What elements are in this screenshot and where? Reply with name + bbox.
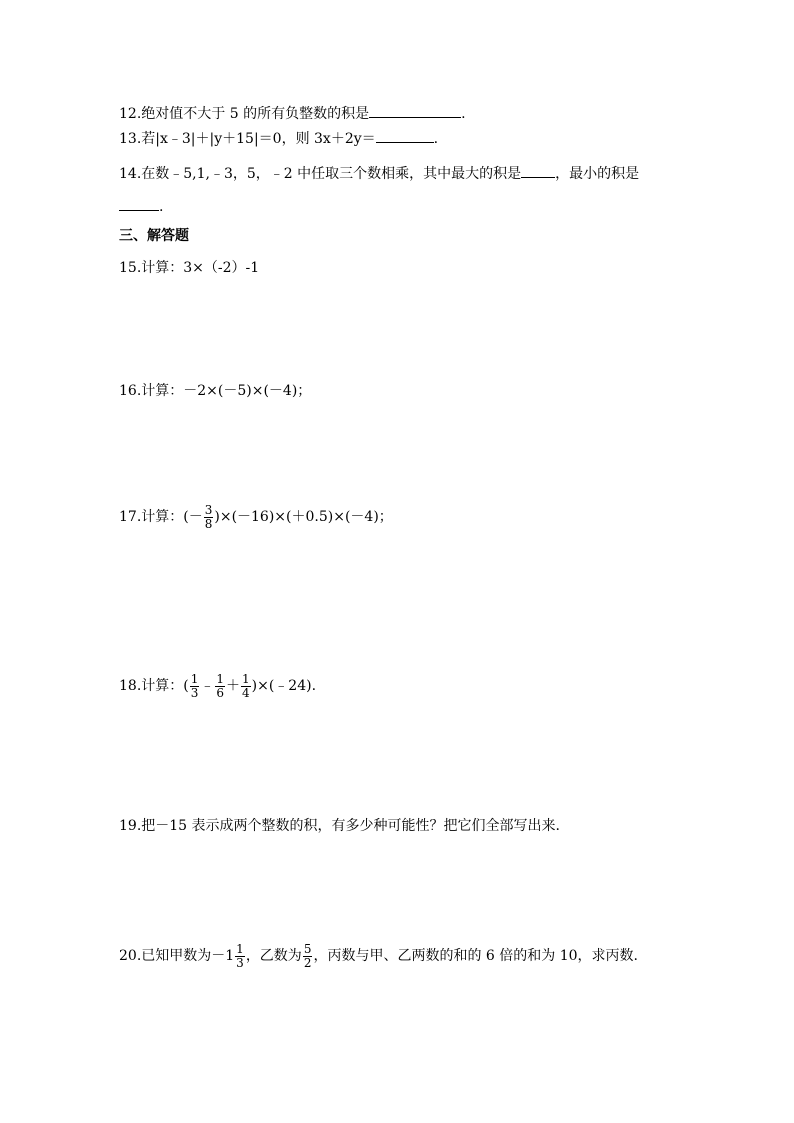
question-20-prefix: 20.已知甲数为－1: [119, 948, 235, 964]
numerator: 3: [204, 502, 213, 517]
denominator: 3: [190, 685, 199, 700]
question-14-mid: ，最小的积是: [555, 166, 640, 182]
question-17-prefix: 17.计算：(－: [119, 509, 203, 525]
question-19: 19.把－15 表示成两个整数的积，有多少种可能性？把它们全部写出来.: [119, 818, 560, 834]
numerator: 1: [190, 671, 199, 686]
question-14: [119, 163, 639, 183]
answer-blank[interactable]: [369, 103, 461, 118]
question-14-end: .: [159, 199, 164, 215]
question-20-mid: ，乙数为: [245, 948, 302, 964]
question-17-suffix: )×(－16)×(＋0.5)×(－4)；: [214, 509, 393, 525]
operator-plus: ＋: [226, 678, 241, 694]
question-18-prefix: 18.计算：(: [119, 678, 189, 694]
question-12: [119, 103, 466, 123]
question-14-continued: [119, 196, 163, 216]
denominator: 4: [242, 685, 250, 700]
fraction-1-3: [190, 673, 200, 700]
question-16: 16.计算：－2×(－5)×(－4)；: [119, 383, 312, 399]
question-13-text: 13.若|x﹣3|＋|y＋15|＝0，则 3x＋2y＝: [119, 131, 376, 147]
numerator: 1: [216, 671, 225, 686]
denominator: 3: [236, 955, 244, 970]
question-12-text: 12.绝对值不大于 5 的所有负整数的积是: [119, 106, 370, 122]
question-15: 15.计算：3×（-2）-1: [119, 260, 260, 276]
numerator: 5: [303, 941, 312, 956]
answer-blank-max[interactable]: [521, 163, 555, 178]
fraction-1-3: [235, 943, 245, 970]
question-17: [119, 503, 393, 531]
numerator: 1: [242, 671, 250, 686]
answer-blank-min[interactable]: [119, 196, 159, 211]
answer-blank[interactable]: [376, 128, 434, 143]
denominator: 2: [303, 955, 312, 970]
fraction-5-2: [303, 943, 313, 970]
question-13-end: .: [433, 131, 439, 147]
fraction-1-4: [241, 673, 251, 700]
operator-minus: ﹣: [200, 678, 215, 694]
fraction-1-6: [215, 673, 225, 700]
question-20: [119, 942, 638, 970]
section-heading: 三、解答题: [119, 228, 189, 244]
denominator: 8: [204, 516, 213, 531]
numerator: 1: [236, 941, 244, 956]
question-12-end: .: [461, 106, 466, 122]
question-14-text: 14.在数﹣5,1,﹣3，5，﹣2 中任取三个数相乘，其中最大的积是: [119, 166, 522, 182]
fraction-3-8: [204, 504, 214, 531]
question-18: [119, 672, 316, 700]
question-13: [119, 128, 438, 148]
denominator: 6: [216, 685, 225, 700]
question-20-suffix: ，丙数与甲、乙两数的和的 6 倍的和为 10，求丙数.: [313, 948, 638, 964]
question-18-suffix: )×(﹣24).: [251, 678, 317, 694]
